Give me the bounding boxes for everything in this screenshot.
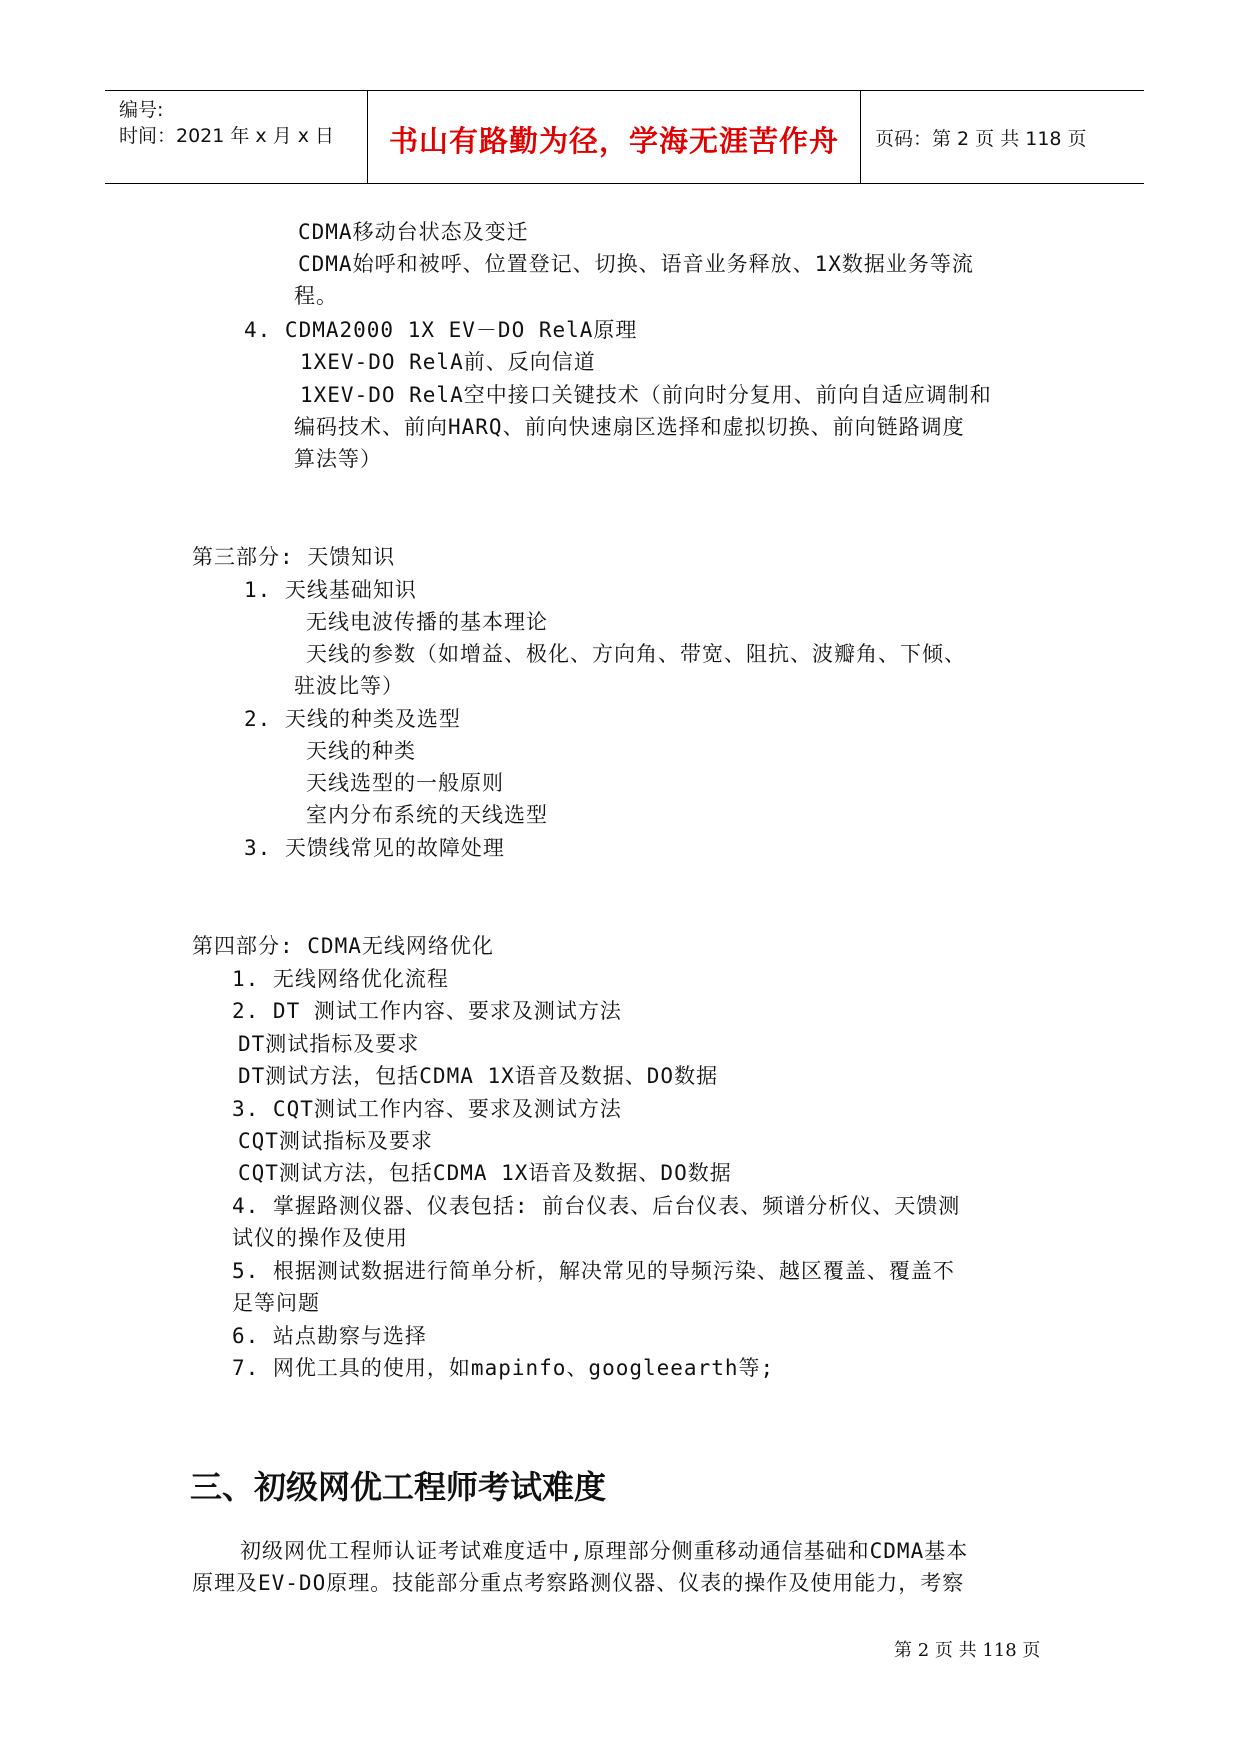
text-line: 编码技术、前向HARQ、前向快速扇区选择和虚拟切换、前向链路调度 (294, 415, 965, 439)
text-line: 无线电波传播的基本理论 (306, 610, 548, 634)
list-item: 7. 网优工具的使用，如mapinfo、googleearth等; (232, 1356, 775, 1380)
part-heading: 第四部分: CDMA无线网络优化 (192, 934, 494, 958)
list-item: 6. 站点勘察与选择 (232, 1324, 427, 1348)
header-motto-cell (368, 91, 861, 183)
text-line: CDMA移动台状态及变迁 (298, 220, 529, 244)
number-label: 编号: (119, 99, 164, 121)
text-line: 天线的参数（如增益、极化、方向角、带宽、阻抗、波瓣角、下倾、 (306, 642, 966, 666)
text-line: 天线选型的一般原则 (306, 771, 504, 795)
text-line: CQT测试方法，包括CDMA 1X语音及数据、DO数据 (238, 1161, 732, 1185)
body-text-line: 初级网优工程师认证考试难度适中,原理部分侧重移动通信基础和CDMA基本 (240, 1539, 969, 1563)
text-line: 驻波比等） (294, 674, 404, 698)
header-table (105, 90, 1144, 184)
text-line: 程。 (294, 284, 338, 308)
list-item: 4. 掌握路测仪器、仪表包括: 前台仪表、后台仪表、频谱分析仪、天馈测 (232, 1194, 961, 1218)
list-item: 1. 无线网络优化流程 (232, 967, 449, 991)
list-item: 5. 根据测试数据进行简单分析，解决常见的导频污染、越区覆盖、覆盖不 (232, 1259, 955, 1283)
text-line: 1XEV-DO RelA空中接口关键技术（前向时分复用、前向自适应调制和 (300, 383, 992, 407)
list-item: 2. 天线的种类及选型 (244, 707, 461, 731)
motto: 书山有路勤为径，学海无涯苦作舟 (388, 124, 839, 158)
list-item: 1. 天线基础知识 (244, 578, 417, 602)
part-heading: 第三部分: 天馈知识 (192, 545, 396, 569)
text-line: 试仪的操作及使用 (232, 1226, 408, 1250)
text-line: 1XEV-DO RelA前、反向信道 (300, 350, 596, 374)
text-line: CDMA始呼和被呼、位置登记、切换、语音业务释放、1X数据业务等流 (298, 252, 974, 276)
list-item: 2. DT 测试工作内容、要求及测试方法 (232, 999, 622, 1023)
text-line: DT测试方法，包括CDMA 1X语音及数据、DO数据 (238, 1064, 719, 1088)
body-text-line: 原理及EV-DO原理。技能部分重点考察路测仪器、仪表的操作及使用能力，考察 (192, 1571, 965, 1595)
section-heading: 三、初级网优工程师考试难度 (190, 1468, 607, 1506)
text-line: 天线的种类 (306, 739, 416, 763)
page-footer: 第 2 页 共 118 页 (894, 1640, 1041, 1661)
page-label: 页码：第 2 页 共 118 页 (875, 128, 1087, 150)
text-line: 室内分布系统的天线选型 (306, 803, 548, 827)
text-line: 足等问题 (232, 1291, 320, 1315)
list-item: 3. 天馈线常见的故障处理 (244, 836, 505, 860)
text-line: 算法等） (294, 447, 382, 471)
list-item: 4. CDMA2000 1X EV－DO RelA原理 (244, 318, 638, 342)
header-page-cell (861, 91, 1144, 183)
list-item: 3. CQT测试工作内容、要求及测试方法 (232, 1097, 622, 1121)
header-info-cell (105, 91, 368, 183)
text-line: DT测试指标及要求 (238, 1032, 420, 1056)
time-label: 时间：2021 年 x 月 x 日 (119, 125, 335, 147)
text-line: CQT测试指标及要求 (238, 1129, 433, 1153)
